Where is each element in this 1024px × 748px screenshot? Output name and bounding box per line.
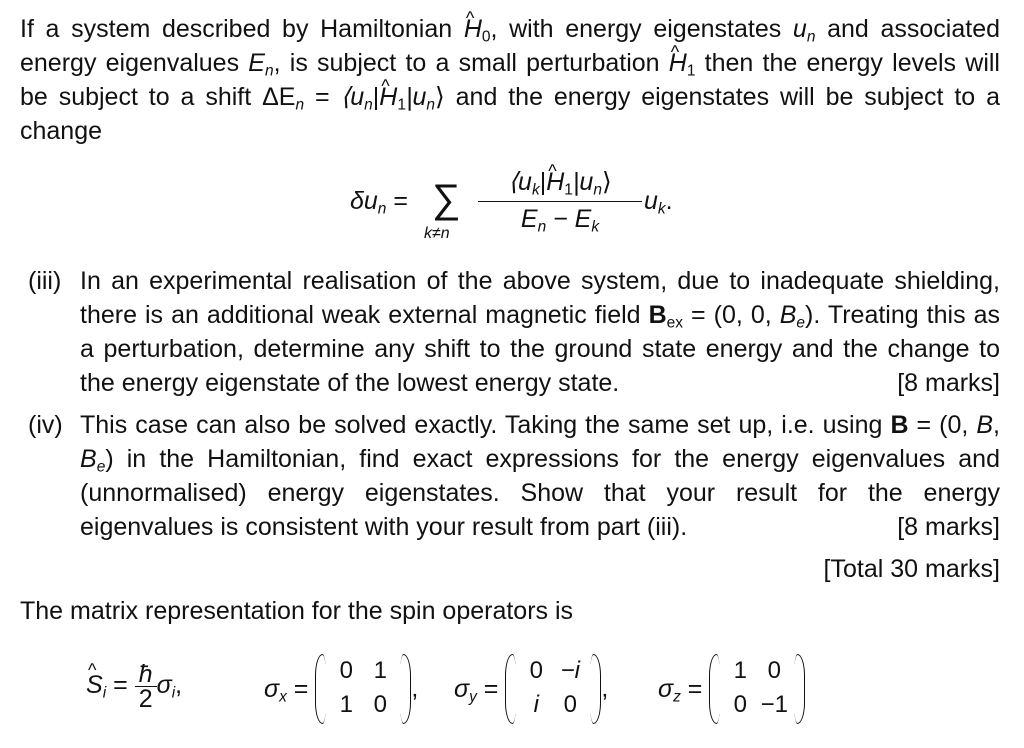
question-label: (iii) bbox=[28, 267, 62, 295]
matrix-cell: 0 bbox=[767, 657, 781, 684]
sub: n bbox=[377, 200, 387, 218]
matrix-cell: 0 bbox=[563, 691, 577, 718]
total-marks: [Total 30 marks] bbox=[823, 555, 1000, 583]
comma: , bbox=[411, 674, 419, 703]
sigma-z-def bbox=[658, 654, 805, 734]
matrix-cell: 1 bbox=[339, 691, 353, 718]
den-part: E bbox=[520, 205, 538, 233]
question-body bbox=[80, 408, 1000, 544]
matrix-y bbox=[505, 654, 601, 724]
spin-s: ^ S bbox=[86, 671, 103, 700]
spin-intro-text: The matrix representation for the spin operators is bbox=[20, 597, 574, 625]
field-be: B bbox=[779, 301, 797, 329]
sub: i bbox=[102, 684, 107, 702]
document-page bbox=[20, 12, 1000, 148]
num-part: |u bbox=[572, 168, 594, 196]
question-text: = (0, bbox=[908, 411, 977, 439]
summation-index: k≠n bbox=[424, 225, 450, 242]
operator-h1: ^ H bbox=[546, 165, 564, 199]
sub: n bbox=[426, 96, 435, 114]
sub: z bbox=[673, 687, 681, 705]
delta-u: δu bbox=[350, 187, 378, 215]
intro-text: If a system described by Hamiltonian bbox=[20, 15, 464, 43]
bra: ⟨u bbox=[340, 83, 365, 111]
sub: x bbox=[279, 687, 287, 705]
sub: 1 bbox=[564, 181, 573, 199]
marks: [8 marks] bbox=[897, 369, 1000, 397]
equals: = bbox=[304, 83, 341, 111]
sub: n bbox=[537, 218, 547, 236]
equals: = bbox=[286, 674, 309, 703]
num-part: | bbox=[539, 168, 547, 196]
sub: e bbox=[96, 458, 106, 476]
question-iv bbox=[28, 408, 1000, 544]
operator-h1: ^ H bbox=[379, 80, 397, 114]
field-b: B bbox=[648, 301, 667, 329]
matrix-cell: 1 bbox=[733, 657, 747, 684]
sub: k bbox=[657, 200, 666, 218]
numerator bbox=[478, 165, 642, 199]
sub: n bbox=[364, 96, 373, 114]
intro-paragraph bbox=[20, 12, 1000, 148]
sub: k bbox=[591, 218, 600, 236]
sub: n bbox=[264, 62, 274, 80]
field-be: B bbox=[80, 445, 97, 473]
perturbation-equation bbox=[350, 165, 673, 255]
equals: = bbox=[680, 674, 703, 703]
question-label: (iv) bbox=[28, 411, 63, 439]
num-part: ⟨u bbox=[508, 168, 532, 196]
fraction-bar bbox=[478, 201, 642, 202]
sigma-x-def bbox=[264, 654, 418, 734]
sigma-y: σ bbox=[454, 674, 470, 703]
sub: n bbox=[593, 181, 602, 199]
matrix-cell: −i bbox=[560, 657, 580, 684]
sub: ex bbox=[666, 314, 684, 332]
ket: |u bbox=[405, 83, 427, 111]
intro-text: , with energy eigenstates bbox=[490, 15, 793, 43]
num-part: ⟩ bbox=[601, 168, 612, 196]
denominator bbox=[478, 204, 642, 234]
equals: = bbox=[106, 671, 135, 700]
eigenstate-uk: u bbox=[644, 187, 658, 215]
two: 2 bbox=[135, 686, 157, 711]
matrix-cell: i bbox=[533, 691, 539, 718]
question-text: ) in the Hamiltonian, find exact expressions for the energy eigenvalues and (unnormalised) energy eigenstates. Show that your result for the energy eigenvalues is consistent with your result from part (iii). bbox=[80, 445, 1000, 541]
period: . bbox=[665, 187, 673, 215]
matrix-cell: 0 bbox=[339, 657, 353, 684]
sub: 1 bbox=[397, 96, 406, 114]
matrix-cell: 1 bbox=[373, 657, 387, 684]
equals: = bbox=[386, 187, 408, 215]
sub: 0 bbox=[481, 28, 491, 46]
sub: y bbox=[469, 687, 477, 705]
question-text: , bbox=[993, 411, 1000, 439]
sigma-z: σ bbox=[658, 674, 674, 703]
spin-matrices bbox=[86, 654, 866, 734]
field-b-italic: B bbox=[976, 411, 994, 439]
question-text: In an experimental realisation of the above system, due to inadequate shielding, there is an additional weak external magnetic field bbox=[80, 267, 1000, 329]
energy-shift: ΔE bbox=[262, 83, 296, 111]
question-body bbox=[80, 264, 1000, 400]
ket-close: ⟩ bbox=[434, 83, 445, 111]
fraction bbox=[478, 165, 642, 234]
hamiltonian-h1: ^ H bbox=[669, 46, 687, 80]
marks: [8 marks] bbox=[897, 513, 1000, 541]
intro-text: then the energy levels will be subject to a shift bbox=[20, 49, 1000, 111]
hbar: ħ bbox=[138, 660, 153, 688]
matrix-cell: 0 bbox=[733, 691, 747, 718]
sigma-i: σ bbox=[156, 671, 172, 700]
sub: n bbox=[295, 96, 305, 114]
question-text: ). Treating this as a perturbation, determine any shift to the ground state energy and the change to the energy eigenstate of the lowest energy state. bbox=[80, 301, 1001, 397]
question-text: = (0, 0, bbox=[683, 301, 780, 329]
comma: , bbox=[175, 671, 183, 700]
matrix-z bbox=[709, 654, 805, 724]
matrix-cell: 0 bbox=[373, 691, 387, 718]
den-part: − E bbox=[546, 205, 592, 233]
matrix-x bbox=[315, 654, 411, 724]
sub: i bbox=[171, 684, 176, 702]
intro-text: and associated energy eigenvalues bbox=[20, 15, 1001, 77]
sigma-x: σ bbox=[264, 674, 280, 703]
sub: k bbox=[531, 181, 540, 199]
bar: | bbox=[372, 83, 380, 111]
eigenstate-u: u bbox=[792, 15, 807, 43]
field-b: B bbox=[890, 411, 909, 439]
sub: e bbox=[796, 314, 806, 332]
equals: = bbox=[476, 674, 499, 703]
sigma-y-def bbox=[454, 654, 608, 734]
spin-operator bbox=[86, 662, 182, 742]
sub: n bbox=[806, 28, 816, 46]
matrix-cell: 0 bbox=[529, 657, 543, 684]
hamiltonian-h0: ^ H bbox=[464, 12, 482, 46]
intro-text: and the energy eigenstates will be subject to a change bbox=[20, 83, 1001, 145]
question-text: This case can also be solved exactly. Taking the same set up, i.e. using bbox=[80, 411, 891, 439]
question-iii bbox=[28, 264, 1000, 400]
matrix-cell: −1 bbox=[760, 691, 789, 718]
intro-text: , is subject to a small perturbation bbox=[273, 49, 669, 77]
comma: , bbox=[601, 674, 609, 703]
summation-symbol: ∑ bbox=[432, 177, 461, 221]
eigenvalue-e: E bbox=[248, 49, 265, 77]
sub: 1 bbox=[686, 62, 696, 80]
hbar-over-two bbox=[135, 662, 157, 711]
